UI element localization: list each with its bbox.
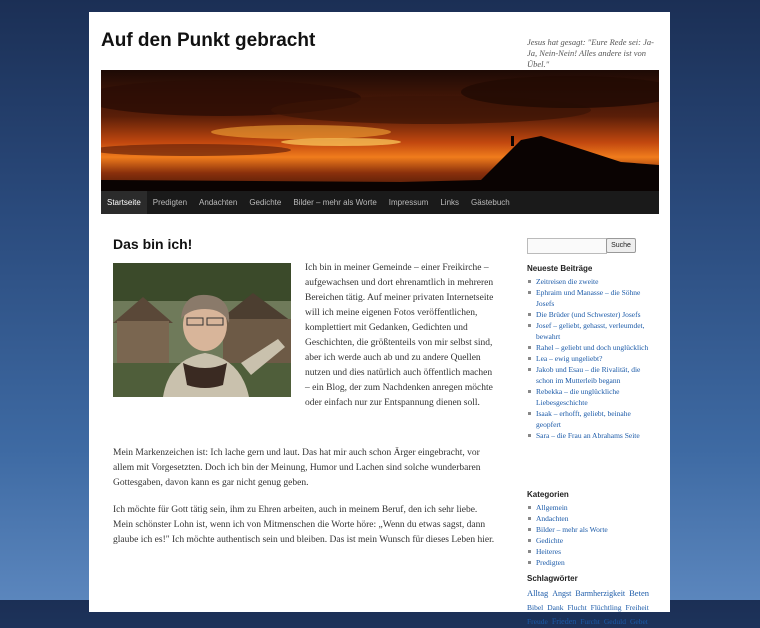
category-link[interactable]: Allgemein [527, 502, 649, 513]
category-link[interactable]: Bilder – mehr als Worte [527, 524, 649, 535]
tag-cloud [527, 586, 657, 628]
nav-item-impressum[interactable]: Impressum [388, 198, 429, 207]
category-link[interactable]: Andachten [527, 513, 649, 524]
recent-post-link[interactable]: Ephraim und Manasse – die Söhne Josefs [527, 287, 649, 309]
page-container [89, 12, 670, 626]
recent-post-link[interactable]: Isaak – erhofft, geliebt, beinahe geopfert [527, 408, 649, 430]
search-button[interactable]: Suche [606, 238, 636, 253]
tag-link[interactable]: Beten [629, 588, 649, 598]
tag-link[interactable]: Barmherzigkeit [575, 589, 626, 598]
main-navigation [101, 191, 659, 214]
tag-link[interactable]: Flüchtling [590, 603, 622, 612]
site-tagline: Jesus hat gesagt: "Eure Rede sei: Ja-Ja, Nein-Nein! Alles andere ist von Übel." [527, 37, 654, 69]
post-paragraph: Ich möchte für Gott tätig sein, ihm zu Ehren arbeiten, auch in meinem Beruf, den ich sehr liebe. Mein schönster Lohn ist, wenn ich von Mitmenschen die Worte höre: „Wenn du etwas sagst, dann glaube ich es!" Ich möchte authentisch sein und bleiben. Das ist mein Wunsch für dieses Leben hier. [113, 505, 495, 545]
nav-item-gaestebuch[interactable]: Gästebuch [471, 198, 510, 207]
tag-link[interactable]: Freiheit [625, 603, 649, 612]
tags-title: Schlagwörter [527, 574, 578, 583]
recent-post-link[interactable]: Lea – ewig ungeliebt? [527, 353, 649, 364]
post-title: Das bin ich! [113, 236, 193, 252]
tag-link[interactable]: Alltag [527, 588, 549, 598]
tag-link[interactable]: Bibel [527, 603, 544, 612]
category-link[interactable]: Heiteres [527, 546, 649, 557]
tag-link[interactable]: Geduld [603, 617, 626, 626]
recent-post-link[interactable]: Josef – geliebt, gehasst, verleumdet, bewahrt [527, 320, 649, 342]
nav-item-bilder[interactable]: Bilder – mehr als Worte [293, 198, 377, 207]
recent-post-link[interactable]: Zeitreisen die zweite [527, 276, 649, 287]
nav-item-gedichte[interactable]: Gedichte [249, 198, 282, 207]
recent-post-link[interactable]: Rahel – geliebt und doch unglücklich [527, 342, 649, 353]
tag-link[interactable]: Freude [527, 617, 548, 626]
search-input[interactable] [527, 238, 607, 254]
recent-post-link[interactable]: Jakob und Esau – die Rivalität, die schon im Mutterleib begann [527, 364, 649, 386]
tag-link[interactable]: Furcht [580, 617, 600, 626]
recent-post-link[interactable]: Die Brüder (und Schwester) Josefs [527, 309, 649, 320]
categories-title: Kategorien [527, 490, 569, 499]
tag-link[interactable]: Flucht [567, 603, 587, 612]
nav-item-startseite[interactable]: Startseite [101, 191, 147, 214]
post-paragraph: Mein Markenzeichen ist: Ich lache gern und laut. Das hat mir auch schon Ärger eingebracht, vor allem mit Vorgesetzten. Doch ich bin der Meinung, Humor und Lachen sind solche wunderbaren Gottesgaben, davon kann es gar nicht genug geben. [113, 448, 481, 488]
tag-link[interactable]: Gebet [629, 617, 648, 626]
recent-post-link[interactable]: Sara – die Frau an Abrahams Seite [527, 430, 649, 441]
nav-item-links[interactable]: Links [440, 198, 460, 207]
category-link[interactable]: Gedichte [527, 535, 649, 546]
author-photo [113, 263, 291, 397]
categories-list [527, 502, 649, 568]
tag-link[interactable]: Angst [552, 589, 572, 598]
nav-item-andachten[interactable]: Andachten [199, 198, 238, 207]
recent-posts-list [527, 276, 649, 441]
header-sunset-image [101, 70, 659, 202]
category-link[interactable]: Predigten [527, 557, 649, 568]
tag-link[interactable]: Dank [547, 603, 564, 612]
post-intro-text: Ich bin in meiner Gemeinde – einer Freikirche – aufgewachsen und dort ehrenamtlich in mehreren Bereichen tätig. Auf meiner privaten Internetseite will ich meine eigenen Fotos veröffentlichen, komplettiert mit Gedanken, Gedichten und Geschichten, die größtenteils von mir selbst sind, aber ich werde auch ab und zu andere Quellen nutzen und dies natürlich auch öffentlich machen – ein Blog, der zum Nachdenken anregen möchte oder einfach nur zur Entspannung dienen soll. [305, 263, 494, 408]
site-title[interactable]: Auf den Punkt gebracht [101, 30, 316, 51]
nav-item-predigten[interactable]: Predigten [152, 198, 188, 207]
recent-posts-title: Neueste Beiträge [527, 264, 593, 273]
tag-link[interactable]: Frieden [551, 617, 577, 626]
recent-post-link[interactable]: Rebekka – die unglückliche Liebesgeschichte [527, 386, 649, 408]
